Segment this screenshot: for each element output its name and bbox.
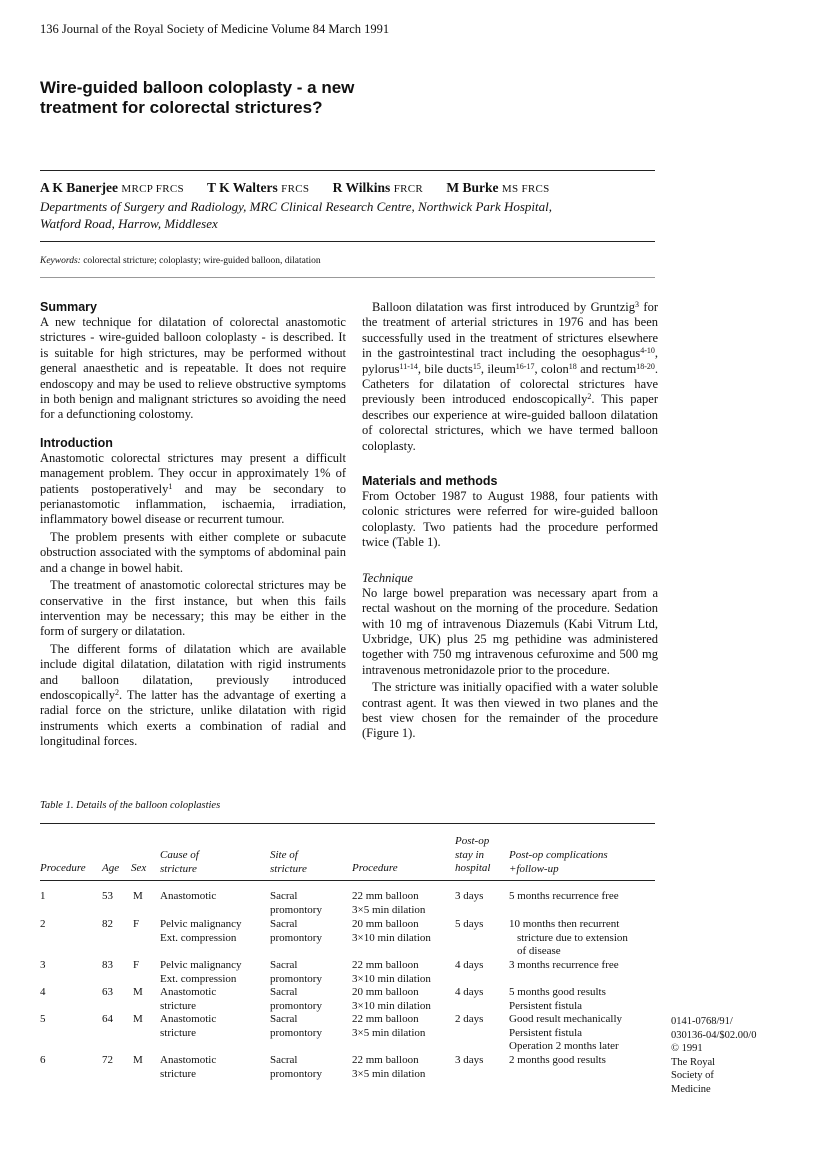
cell-age: 53 [102,890,113,902]
cell-proc: 22 mm balloon 3×5 min dilation [352,1013,426,1039]
cell-comp: 3 months recurrence free [509,959,619,971]
cell-no: 6 [40,1054,46,1066]
methods-text: From October 1987 to August 1988, four patients with colonic strictures were referred for wire-guided balloon coloplasty. Two patients had the procedure performed twice (Table 1). [362,489,658,550]
intro-paragraph: Anastomotic colorectal strictures may present a difficult management problem. They occur in approximately 1% of patients postoperatively$^1$ and may be secondary to perianastomotic inflammation, ischaemia, irradiation, inflammatory bowel disease or recurrent tumour. [40,450,346,527]
table-header-rule [40,880,655,881]
methods-heading: Materials and methods [362,474,498,489]
intro-paragraph: The treatment of anastomotic colorectal strictures may be conservative in the first instance, but when this fails intervention may be necessary; this may be either in the form of surgery or dilatation. [40,578,346,639]
title-line: treatment for colorectal strictures? [40,98,323,117]
affiliation-rule [40,241,655,242]
header-procedure: Procedure [352,862,398,874]
cell-comp: Good result mechanically Persistent fistula Operation 2 months later [509,1013,623,1052]
intro-paragraph: The problem presents with either complete or subacute obstruction associated with the symptoms of abdominal pain and a change in bowel habit. [40,529,346,575]
cell-stay: 5 days [455,918,484,930]
cell-cause: Anastomotic [160,890,217,902]
technique-heading: Technique [362,570,413,585]
cell-site: Sacral promontory [270,959,322,985]
cell-sex: F [133,918,140,930]
cell-age: 82 [102,918,113,930]
background-paragraph: Balloon dilatation was first introduced by Gruntzig$^3$ for the treatment of arterial strictures in 1976 and has been successfully used in the treatment of strictures elsewhere in the gastrointestinal tract including the oesophagus$^{4-10}$, pylorus$^{11-14}$, bile ducts$^{15}$, ileum$^{16-17}$, colon$^{18}$ and rectum$^{18-20}$. Catheters for dilatation of colorectal strictures have previously been introduced endoscopically$^2$. This paper describes our experience at wire-guided balloon dilatation of colorectal strictures, which we have termed balloon coloplasty. [362,300,659,453]
top-rule [40,170,655,171]
keywords-text: colorectal stricture; coloplasty; wire-guided balloon, dilatation [83,256,321,266]
cell-no: 3 [40,959,46,971]
cell-sex: F [133,959,140,971]
introduction-heading: Introduction [40,435,113,450]
header-stay: Post-op stay in hospital [455,835,491,874]
cell-stay: 4 days [455,986,484,998]
cell-proc: 22 mm balloon 3×10 min dilation [352,959,431,985]
author-list [40,180,570,196]
cell-sex: M [133,986,143,998]
header-sex: Sex [131,862,147,874]
author-degrees: MRCP FRCS [121,183,184,195]
cell-site: Sacral promontory [270,1013,322,1039]
cell-age: 63 [102,986,113,998]
author: A K Banerjee MRCP FRCS [40,180,184,195]
cell-site: Sacral promontory [270,986,322,1012]
cell-cause: Pelvic malignancy Ext. compression [160,918,242,944]
summary-text: A new technique for dilatation of colorectal anastomotic strictures - wire-guided balloon coloplasty - is described. It is suitable for high strictures, may be performed without general anaesthetic and is repeatable. It does not require endoscopy and may be used to relieve obstructive symptoms in both benign and malignant strictures so avoiding the need for a defunctioning colostomy. [40,315,346,422]
technique-paragraph: The stricture was initially opacified with a water soluble contrast agent. It was then viewed in two planes and the best view chosen for the remainder of the procedure (Figure 1). [362,680,658,741]
keywords-label: Keywords: [40,256,81,266]
affiliation: Departments of Surgery and Radiology, MRC Clinical Research Centre, Northwick Park Hospital, Watford Road, Harrow, Middlesex [40,199,552,231]
title-line: Wire-guided balloon coloplasty - a new [40,78,355,97]
right-column [362,300,658,742]
citation: 2 [114,687,119,697]
header-cause: Cause of stricture [160,849,199,875]
table-top-rule [40,823,655,824]
cell-cause: Anastomotic stricture [160,1054,217,1080]
header-age: Age [102,862,120,874]
cell-cause: Anastomotic stricture [160,1013,217,1039]
cell-age: 72 [102,1054,113,1066]
keywords-rule [40,277,655,278]
cell-site: Sacral promontory [270,1054,322,1080]
cell-no: 4 [40,986,46,998]
cell-comp: 2 months good results [509,1054,606,1066]
author-degrees: FRCS [281,183,310,195]
keywords [40,256,321,266]
author: T K Walters FRCS [207,180,310,195]
left-column [40,300,346,750]
cell-site: Sacral promontory [270,890,322,916]
author-degrees: MS FRCS [501,183,550,195]
cell-proc: 22 mm balloon 3×5 min dilation [352,890,426,916]
cell-stay: 3 days [455,890,484,902]
copyright-notice: 0141-0768/91/ 030136-04/$02.00/0 © 1991 The Royal Society of Medicine [671,1016,757,1095]
cell-comp: 5 months good results Persistent fistula [509,986,606,1012]
header-procedure-no: Procedure [40,862,86,874]
technique-paragraph: No large bowel preparation was necessary apart from a rectal washout on the morning of the procedure. Sedation with 10 mg of intravenous Diazemuls (Kabi Vitrum Ltd, Uxbridge, UK) plus 25 mg pethidine was administered together with 750 mg intravenous cefuroxime and 500 mg intravenous metronidazole prior to the procedure. [362,585,658,677]
author: R Wilkins FRCR [332,180,424,195]
cell-sex: M [133,890,143,902]
cell-stay: 4 days [455,959,484,971]
header-site: Site of stricture [270,849,307,875]
cell-cause: Pelvic malignancy Ext. compression [160,959,242,985]
table-caption: Table 1. Details of the balloon coloplasties [40,800,221,811]
citation: 1 [168,481,173,491]
cell-proc: 22 mm balloon 3×5 min dilation [352,1054,426,1080]
author: M Burke MS FRCS [446,180,550,195]
cell-site: Sacral promontory [270,918,322,944]
cell-sex: M [133,1013,143,1025]
cell-proc: 20 mm balloon 3×10 min dilation [352,918,431,944]
header-complications: Post-op complications +follow-up [509,849,608,875]
cell-age: 83 [102,959,113,971]
cell-comp: 5 months recurrence free [509,890,619,902]
cell-sex: M [133,1054,143,1066]
article-title [40,78,460,118]
cell-no: 5 [40,1013,46,1025]
cell-comp: 10 months then recurrent stricture due to extension of disease [509,918,628,957]
cell-cause: Anastomotic stricture [160,986,217,1012]
intro-paragraph: The different forms of dilatation which are available include digital dilatation, dilatation with rigid instruments and balloon dilatation, previously introduced endoscopically$^2$. The latter has the advantage of exerting a radial force on the stricture, unlike dilatation with rigid instruments which exerts a combination of radial and longitudinal forces. [40,641,346,749]
running-head: 136 Journal of the Royal Society of Medicine Volume 84 March 1991 [40,22,390,36]
summary-heading: Summary [40,300,97,314]
cell-stay: 3 days [455,1054,484,1066]
cell-no: 2 [40,918,46,930]
cell-stay: 2 days [455,1013,484,1025]
cell-no: 1 [40,890,46,902]
cell-age: 64 [102,1013,113,1025]
cell-proc: 20 mm balloon 3×10 min dilation [352,986,431,1012]
author-degrees: FRCR [393,183,424,195]
